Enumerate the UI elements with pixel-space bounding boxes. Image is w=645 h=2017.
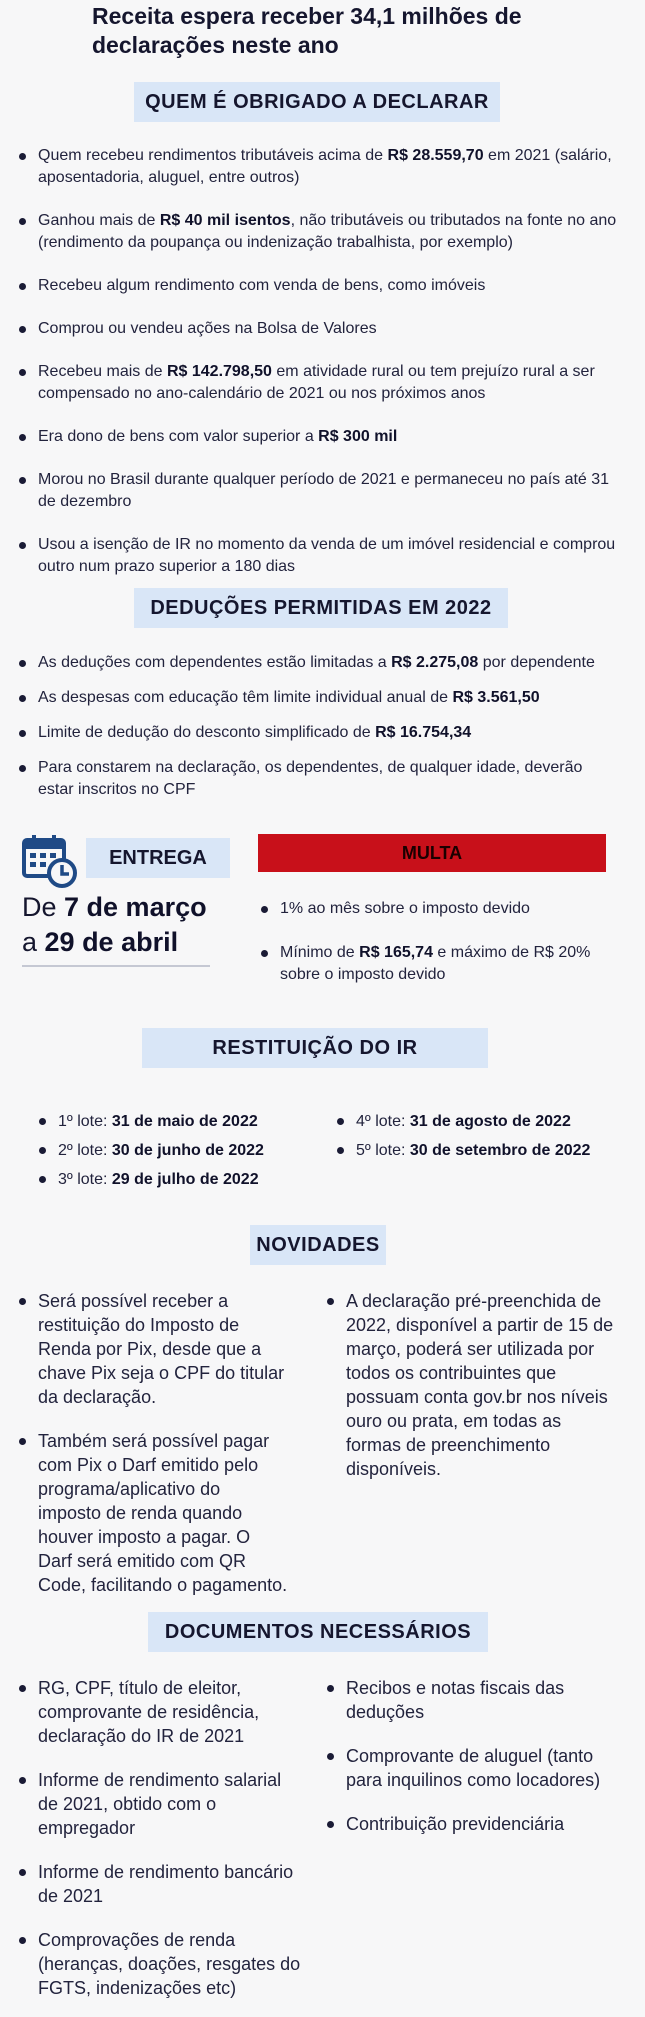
list-item: Também será possível pagar com Pix o Darf emitido pelo programa/aplicativo do imposto de renda quando houver imposto a pagar. O Darf será emitido com QR Code, facilitando o pagamento.	[16, 1429, 288, 1597]
deducoes-list	[16, 652, 621, 801]
entrega-label: ENTREGA	[86, 838, 230, 878]
list-item: As despesas com educação têm limite individual anual de R$ 3.561,50	[16, 687, 621, 709]
section-heading-obrigados: QUEM É OBRIGADO A DECLARAR	[134, 82, 500, 122]
documentos-right-list	[324, 1676, 624, 1836]
list-item: Quem recebeu rendimentos tributáveis acima de R$ 28.559,70 em 2021 (salário, aposentadoria, aluguel, entre outros)	[16, 145, 621, 189]
section-heading-restituicao: RESTITUIÇÃO DO IR	[142, 1028, 488, 1068]
novidades-right-list	[324, 1289, 614, 1481]
section-heading-documentos: DOCUMENTOS NECESSÁRIOS	[148, 1612, 488, 1652]
restituicao-lotes-left	[36, 1107, 296, 1194]
list-item: Informe de rendimento salarial de 2021, obtido com o empregador	[16, 1768, 306, 1840]
list-item: 2º lote: 30 de junho de 2022	[36, 1136, 296, 1165]
section-heading-novidades: NOVIDADES	[250, 1225, 386, 1265]
list-item: Para constarem na declaração, os dependentes, de qualquer idade, deverão estar inscritos no CPF	[16, 757, 621, 801]
list-item: 3º lote: 29 de julho de 2022	[36, 1165, 296, 1194]
obrigados-list	[16, 145, 621, 578]
divider	[22, 965, 210, 967]
list-item: Contribuição previdenciária	[324, 1812, 624, 1836]
list-item: Informe de rendimento bancário de 2021	[16, 1860, 306, 1908]
list-item: Recebeu mais de R$ 142.798,50 em atividade rural ou tem prejuízo rural a ser compensado no ano-calendário de 2021 ou nos próximos anos	[16, 361, 621, 405]
list-item: Comprou ou vendeu ações na Bolsa de Valores	[16, 318, 621, 340]
list-item: Limite de dedução do desconto simplificado de R$ 16.754,34	[16, 722, 621, 744]
list-item: A declaração pré-preenchida de 2022, disponível a partir de 15 de março, poderá ser utilizada por todos os contribuintes que possuam conta gov.br nos níveis ouro ou prata, em todas as formas de preenchimento disponíveis.	[324, 1289, 614, 1481]
list-item: Comprovações de renda (heranças, doações, resgates do FGTS, indenizações etc)	[16, 1928, 306, 2000]
calendar-icon	[22, 833, 78, 889]
list-item: 1% ao mês sobre o imposto devido	[258, 898, 610, 920]
section-heading-deducoes: DEDUÇÕES PERMITIDAS EM 2022	[134, 588, 508, 628]
novidades-left-list	[16, 1289, 288, 1597]
list-item: 1º lote: 31 de maio de 2022	[36, 1107, 296, 1136]
list-item: Usou a isenção de IR no momento da venda de um imóvel residencial e comprou outro num prazo superior a 180 dias	[16, 534, 621, 578]
list-item: RG, CPF, título de eleitor, comprovante de residência, declaração do IR de 2021	[16, 1676, 306, 1748]
list-item: Recebeu algum rendimento com venda de bens, como imóveis	[16, 275, 621, 297]
page-title: Receita espera receber 34,1 milhões de declarações neste ano	[92, 3, 522, 58]
documentos-left-list	[16, 1676, 306, 2000]
list-item: Ganhou mais de R$ 40 mil isentos, não tributáveis ou tributados na fonte no ano (rendimento da poupança ou indenização trabalhista, por exemplo)	[16, 210, 621, 254]
list-item: Era dono de bens com valor superior a R$ 300 mil	[16, 426, 621, 448]
list-item: Comprovante de aluguel (tanto para inquilinos como locadores)	[324, 1744, 624, 1792]
list-item: Morou no Brasil durante qualquer período de 2021 e permaneceu no país até 31 de dezembro	[16, 469, 621, 513]
multa-list	[258, 898, 610, 986]
list-item: Mínimo de R$ 165,74 e máximo de R$ 20% sobre o imposto devido	[258, 942, 610, 986]
list-item: As deduções com dependentes estão limitadas a R$ 2.275,08 por dependente	[16, 652, 621, 674]
list-item: 4º lote: 31 de agosto de 2022	[334, 1107, 624, 1136]
list-item: Recibos e notas fiscais das deduções	[324, 1676, 624, 1724]
list-item: Será possível receber a restituição do Imposto de Renda por Pix, desde que a chave Pix seja o CPF do titular da declaração.	[16, 1289, 288, 1409]
multa-label: MULTA	[258, 834, 606, 872]
restituicao-lotes-right	[334, 1107, 624, 1165]
list-item: 5º lote: 30 de setembro de 2022	[334, 1136, 624, 1165]
entrega-dates: De 7 de março a 29 de abril	[22, 892, 207, 957]
